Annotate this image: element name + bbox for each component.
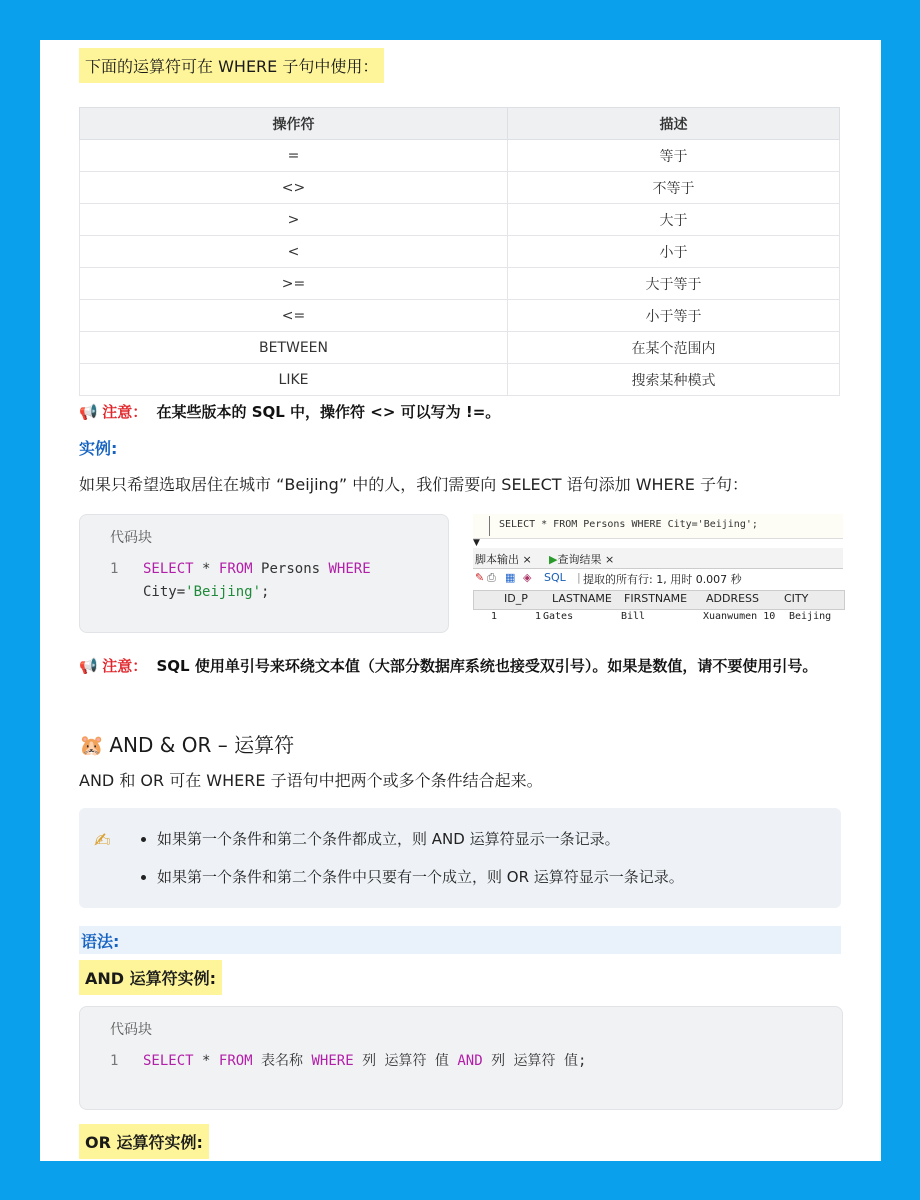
table-row (80, 300, 840, 332)
result-cell: Gates (543, 611, 574, 622)
code-keyword: FROM (218, 561, 253, 577)
code-keyword: WHERE (328, 561, 371, 577)
column-header[interactable]: CITY (784, 592, 809, 605)
table-header: 描述 (508, 108, 840, 140)
code-token: ; (261, 584, 270, 600)
code-keyword: SELECT (143, 1053, 194, 1069)
code-block-2 (79, 1006, 843, 1110)
code-keyword: SELECT (143, 561, 194, 577)
code-block-1 (79, 514, 449, 633)
refresh-icon[interactable]: ◈ (523, 571, 532, 584)
table-cell: 小于 (508, 236, 840, 268)
table-cell: 大于 (508, 204, 840, 236)
table-header-row (80, 108, 840, 140)
tip-box (79, 808, 841, 908)
code-token: 列 运算符 值 (362, 1053, 449, 1069)
tip-text: 如果第一个条件和第二个条件中只要有一个成立，则 OR 运算符显示一条记录。 (157, 868, 684, 886)
play-icon: ▶ (549, 553, 558, 566)
or-example-heading: OR 运算符实例: (79, 1124, 209, 1159)
table-row (80, 204, 840, 236)
code-keyword: FROM (218, 1053, 253, 1069)
operator-table (79, 107, 840, 396)
code-keyword: WHERE (311, 1053, 354, 1069)
note-label: 注意 (102, 657, 133, 675)
table-cell: 不等于 (508, 172, 840, 204)
megaphone-icon: 📢 (79, 657, 98, 675)
status-text: 提取的所有行: 1, 用时 0.007 秒 (583, 573, 742, 586)
line-number: 1 (110, 561, 119, 577)
table-cell: > (80, 204, 508, 236)
table-row (80, 364, 840, 396)
code-token: * (202, 1053, 211, 1069)
table-cell: = (80, 140, 508, 172)
intro-highlight: 下面的运算符可在 WHERE 子句中使用： (79, 48, 384, 83)
example-label: 实例: (79, 439, 118, 458)
table-row (80, 172, 840, 204)
content-card (40, 40, 881, 1161)
column-header[interactable]: LASTNAME (552, 592, 612, 605)
code-content (110, 558, 440, 604)
table-cell: <> (80, 172, 508, 204)
code-token: City= (143, 584, 186, 600)
table-cell: 等于 (508, 140, 840, 172)
table-cell: <= (80, 300, 508, 332)
code-block-title: 代码块 (110, 1022, 152, 1038)
list-item (157, 866, 684, 887)
section-title: AND & OR – 运算符 (109, 733, 295, 757)
export-icon[interactable]: ▦ (505, 571, 516, 584)
table-header: 操作符 (80, 108, 508, 140)
table-row (80, 268, 840, 300)
table-cell: < (80, 236, 508, 268)
note-label: 注意 (102, 403, 133, 421)
line-number: 1 (110, 1053, 119, 1069)
table-cell: 在某个范围内 (508, 332, 840, 364)
note-1: 📢 注意： 在某些版本的 SQL 中，操作符 <> 可以写为 !=。 (79, 403, 501, 421)
code-content (110, 1050, 830, 1073)
result-cell: Xuanwumen 10 (703, 611, 776, 622)
result-cell: Beijing (789, 611, 832, 622)
print-icon[interactable]: ⎙ (487, 571, 496, 584)
table-cell: BETWEEN (80, 332, 508, 364)
code-block-title: 代码块 (110, 530, 152, 546)
tab-query-result[interactable]: ▶查询结果 × (549, 553, 615, 566)
section-heading (79, 729, 294, 758)
column-header[interactable]: ADDRESS (706, 592, 760, 605)
result-cell: Bill (621, 611, 646, 622)
row-number: 1 (491, 611, 498, 622)
query-result-screenshot: SELECT * FROM Persons WHERE City='Beijing'; ▼ 脚本输出 × ▶查询结果 × ✎ ⎙ ▦ ◈ SQL | 提取的所有行: 1, 用时 0.007 秒 ID_P LASTNAME FIRSTNAME ADDRESS CITY 1 1 Gates Bill Xuanwumen 10 Beijing (473, 514, 843, 626)
list-item (157, 828, 684, 849)
section-description: AND 和 OR 可在 WHERE 子语句中把两个或多个条件结合起来。 (79, 771, 543, 790)
query-text: SELECT * FROM Persons WHERE City='Beijing'; (499, 519, 758, 530)
result-cell: 1 (535, 611, 542, 622)
table-cell: LIKE (80, 364, 508, 396)
note-text: 在某些版本的 SQL 中，操作符 <> 可以写为 !=。 (156, 403, 501, 421)
column-header[interactable]: ID_P (504, 592, 528, 605)
sql-link[interactable]: SQL (544, 571, 566, 584)
tab-script-output[interactable]: 脚本输出 × (475, 553, 532, 566)
table-cell: 大于等于 (508, 268, 840, 300)
table-row (80, 332, 840, 364)
note-2: 📢 注意： SQL 使用单引号来环绕文本值（大部分数据库系统也接受双引号）。如果是数值，请不要使用引号。 (79, 653, 839, 680)
code-token: * (202, 561, 211, 577)
and-example-heading: AND 运算符实例: (79, 960, 222, 995)
writing-hand-icon: ✍ (94, 828, 111, 852)
tab-label: 查询结果 (557, 553, 602, 566)
table-cell: 搜索某种模式 (508, 364, 840, 396)
hamster-icon: 🐹 (79, 733, 104, 757)
code-token: Persons (261, 561, 321, 577)
code-token: 表名称 (261, 1053, 304, 1069)
result-row[interactable] (473, 609, 843, 625)
megaphone-icon: 📢 (79, 403, 98, 421)
table-cell: 小于等于 (508, 300, 840, 332)
note-text: SQL 使用单引号来环绕文本值（大部分数据库系统也接受双引号）。如果是数值，请不要使用引号。 (156, 657, 818, 675)
code-string: 'Beijing' (185, 584, 262, 600)
code-keyword: AND (457, 1053, 483, 1069)
syntax-bar (79, 926, 841, 954)
example-text: 如果只希望选取居住在城市 “Beijing” 中的人，我们需要向 SELECT 语句添加 WHERE 子句： (79, 475, 748, 494)
code-token: 列 运算符 值; (491, 1053, 587, 1069)
triangle-down-icon: ▼ (473, 538, 480, 548)
column-header[interactable]: FIRSTNAME (624, 592, 688, 605)
tip-text: 如果第一个条件和第二个条件都成立，则 AND 运算符显示一条记录。 (157, 830, 620, 848)
tab-label: 脚本输出 (475, 553, 519, 566)
table-row (80, 140, 840, 172)
pin-icon[interactable]: ✎ (475, 571, 485, 584)
table-cell: >= (80, 268, 508, 300)
syntax-label: 语法: (81, 932, 120, 951)
table-row (80, 236, 840, 268)
